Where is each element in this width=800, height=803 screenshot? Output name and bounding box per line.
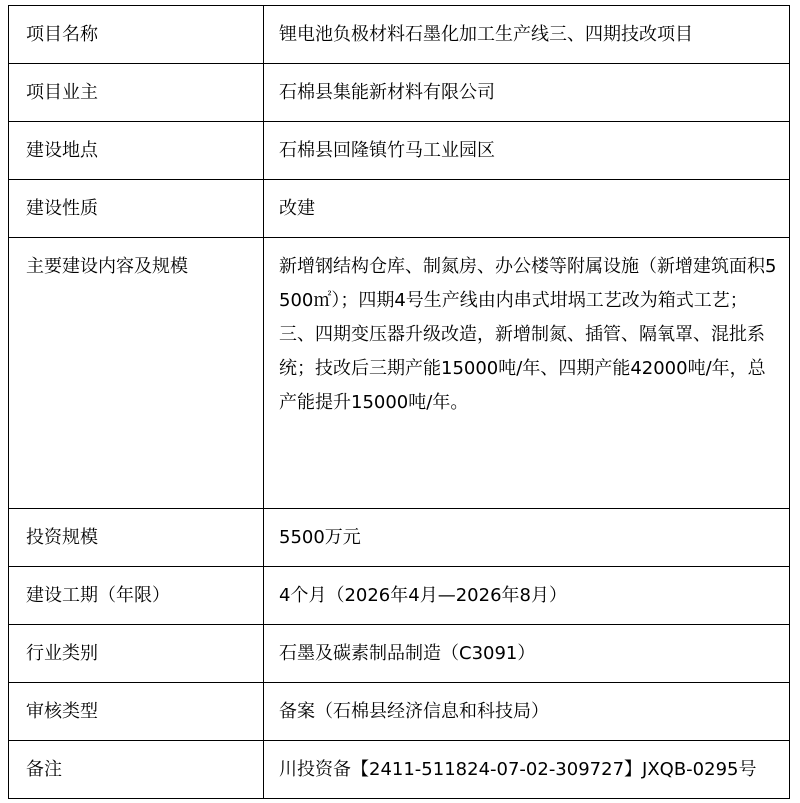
table-row — [9, 509, 790, 567]
remarks-label: 备注 — [9, 741, 264, 799]
construction-nature-label: 建设性质 — [9, 180, 264, 238]
project-name-label: 项目名称 — [9, 6, 264, 64]
project-owner-label: 项目业主 — [9, 64, 264, 122]
main-content-value: 新增钢结构仓库、制氮房、办公楼等附属设施（新增建筑面积5500㎡）；四期4号生产线由内串式坩埚工艺改为箱式工艺；三、四期变压器升级改造，新增制氮、插管、隔氧罩、混批系统；技改后三期产能15000吨/年、四期产能42000吨/年，总产能提升15000吨/年。 — [264, 238, 790, 509]
remarks-value: 川投资备【2411-511824-07-02-309727】JXQB-0295号 — [264, 741, 790, 799]
construction-period-value: 4个月（2026年4月—2026年8月） — [264, 567, 790, 625]
investment-scale-label: 投资规模 — [9, 509, 264, 567]
review-type-value: 备案（石棉县经济信息和科技局） — [264, 683, 790, 741]
project-name-value: 锂电池负极材料石墨化加工生产线三、四期技改项目 — [264, 6, 790, 64]
table-row — [9, 567, 790, 625]
table-row — [9, 122, 790, 180]
investment-scale-value: 5500万元 — [264, 509, 790, 567]
main-content-label: 主要建设内容及规模 — [9, 238, 264, 509]
table-row — [9, 6, 790, 64]
table-row — [9, 64, 790, 122]
review-type-label: 审核类型 — [9, 683, 264, 741]
table-row — [9, 180, 790, 238]
construction-period-label: 建设工期（年限） — [9, 567, 264, 625]
project-info-table — [8, 5, 790, 799]
project-owner-value: 石棉县集能新材料有限公司 — [264, 64, 790, 122]
table-row — [9, 625, 790, 683]
construction-nature-value: 改建 — [264, 180, 790, 238]
industry-category-label: 行业类别 — [9, 625, 264, 683]
construction-site-label: 建设地点 — [9, 122, 264, 180]
table-row — [9, 238, 790, 509]
industry-category-value: 石墨及碳素制品制造（C3091） — [264, 625, 790, 683]
construction-site-value: 石棉县回隆镇竹马工业园区 — [264, 122, 790, 180]
table-row — [9, 683, 790, 741]
table-row — [9, 741, 790, 799]
